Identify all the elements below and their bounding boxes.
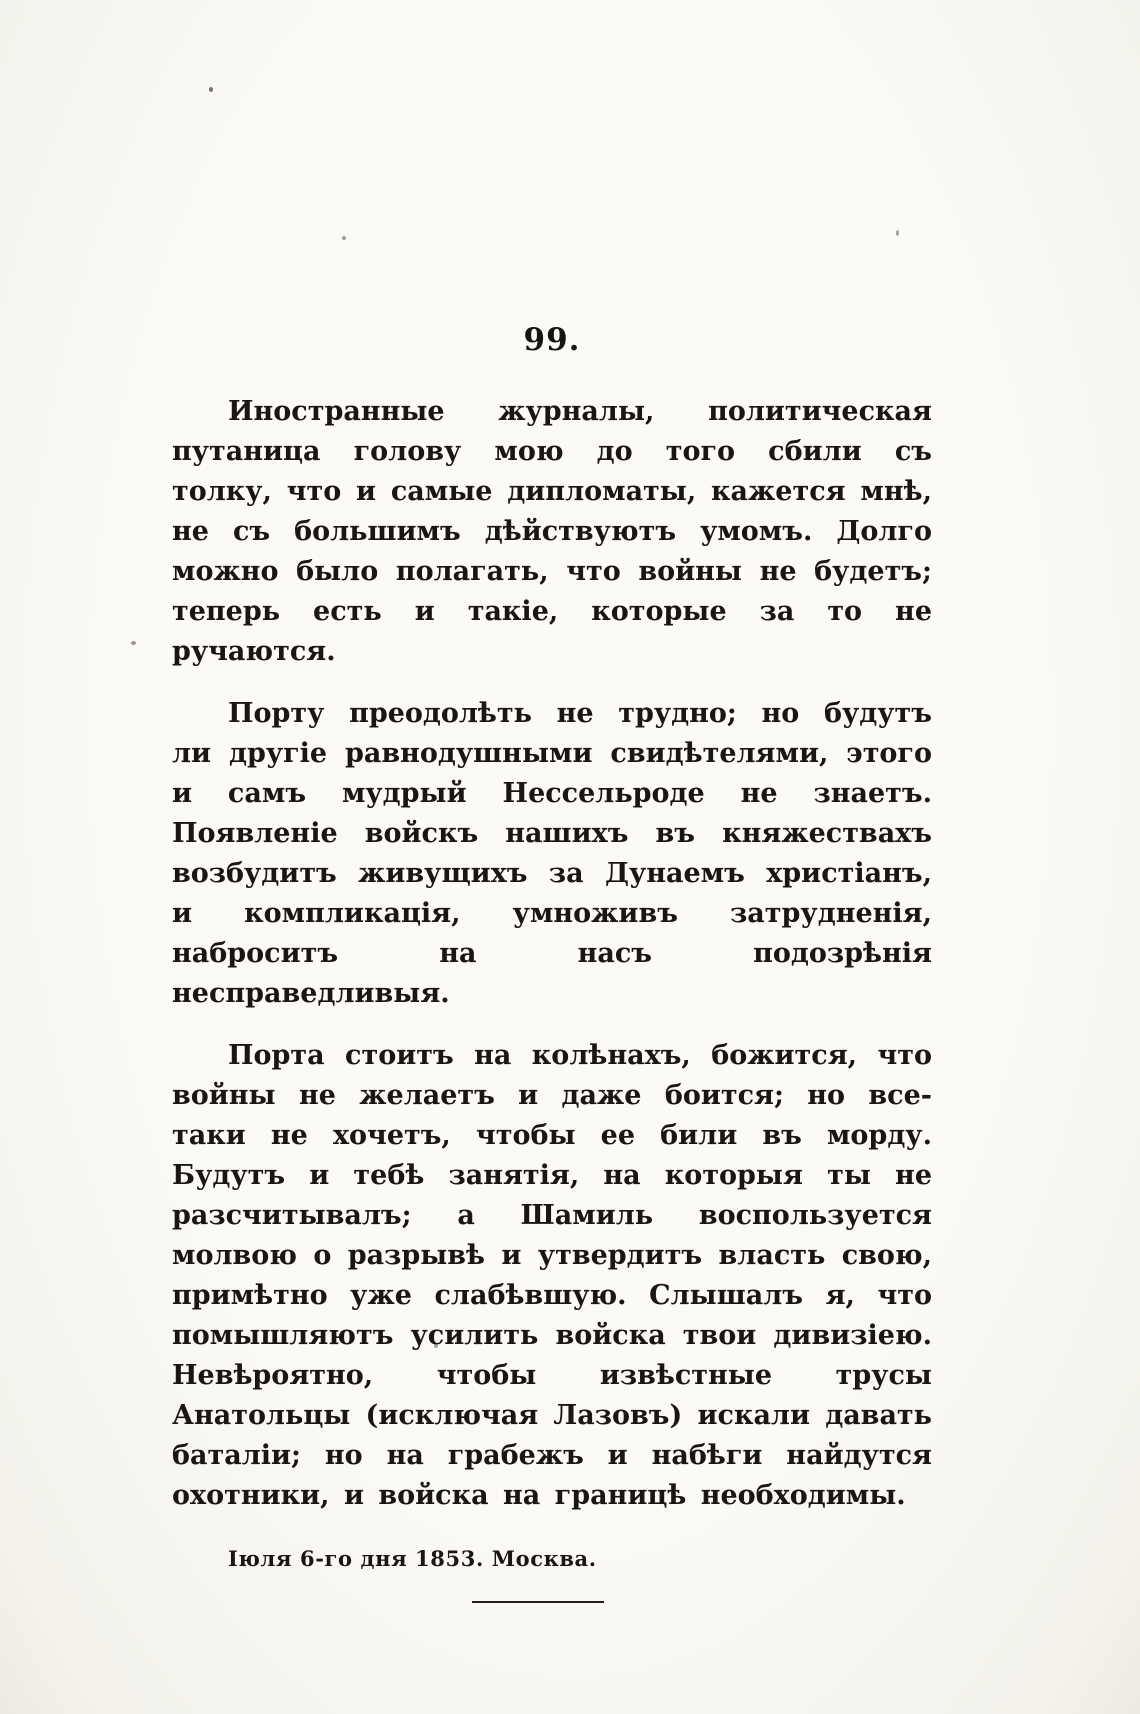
scan-speck — [131, 641, 136, 645]
paragraph: Иностранные журналы, политическая путаница голову мою до того сбили съ толку, что и самые дипломаты, кажется мнѣ, не съ большимъ дѣйствуютъ умомъ. Долго можно было полагать, что войны не будетъ; теперь есть и такіе, которые за то не ручаются. — [172, 396, 932, 667]
paragraph: Порта стоитъ на колѣнахъ, божится, что войны не желаетъ и даже боится; но все-таки не хочетъ, чтобы ее били въ морду. Будутъ и тебѣ занятія, на которыя ты не разсчитывалъ; а Шамиль воспользуется молвою о разрывѣ и утвердитъ власть свою, примѣтно уже слабѣвшую. Слышалъ я, что помышляютъ усилить войска твои дивизіею. Невѣроятно, чтобы извѣстные трусы Анатольцы (исключая Лазовъ) искали давать баталіи; но на грабежъ и набѣги найдутся охотники, и войска на границѣ необходимы. — [172, 1040, 932, 1511]
scan-speck — [434, 1344, 438, 1348]
scan-speck — [342, 236, 346, 240]
section-number: 99. — [523, 322, 581, 358]
dateline: Іюля 6-го дня 1853. Москва. — [228, 1546, 597, 1571]
scan-speck — [896, 230, 899, 236]
paragraph: Порту преодолѣть не трудно; но будутъ ли другіе равнодушными свидѣтелями, этого и самъ мудрый Нессельроде не знаетъ. Появленіе войскъ нашихъ въ княжествахъ возбудитъ живущихъ за Дунаемъ христіанъ, и компликація, умноживъ затрудненія, наброситъ на насъ подозрѣнія несправедливыя. — [172, 698, 932, 1009]
text-block — [172, 322, 932, 1603]
divider-rule — [472, 1601, 604, 1603]
scan-speck — [209, 87, 213, 92]
